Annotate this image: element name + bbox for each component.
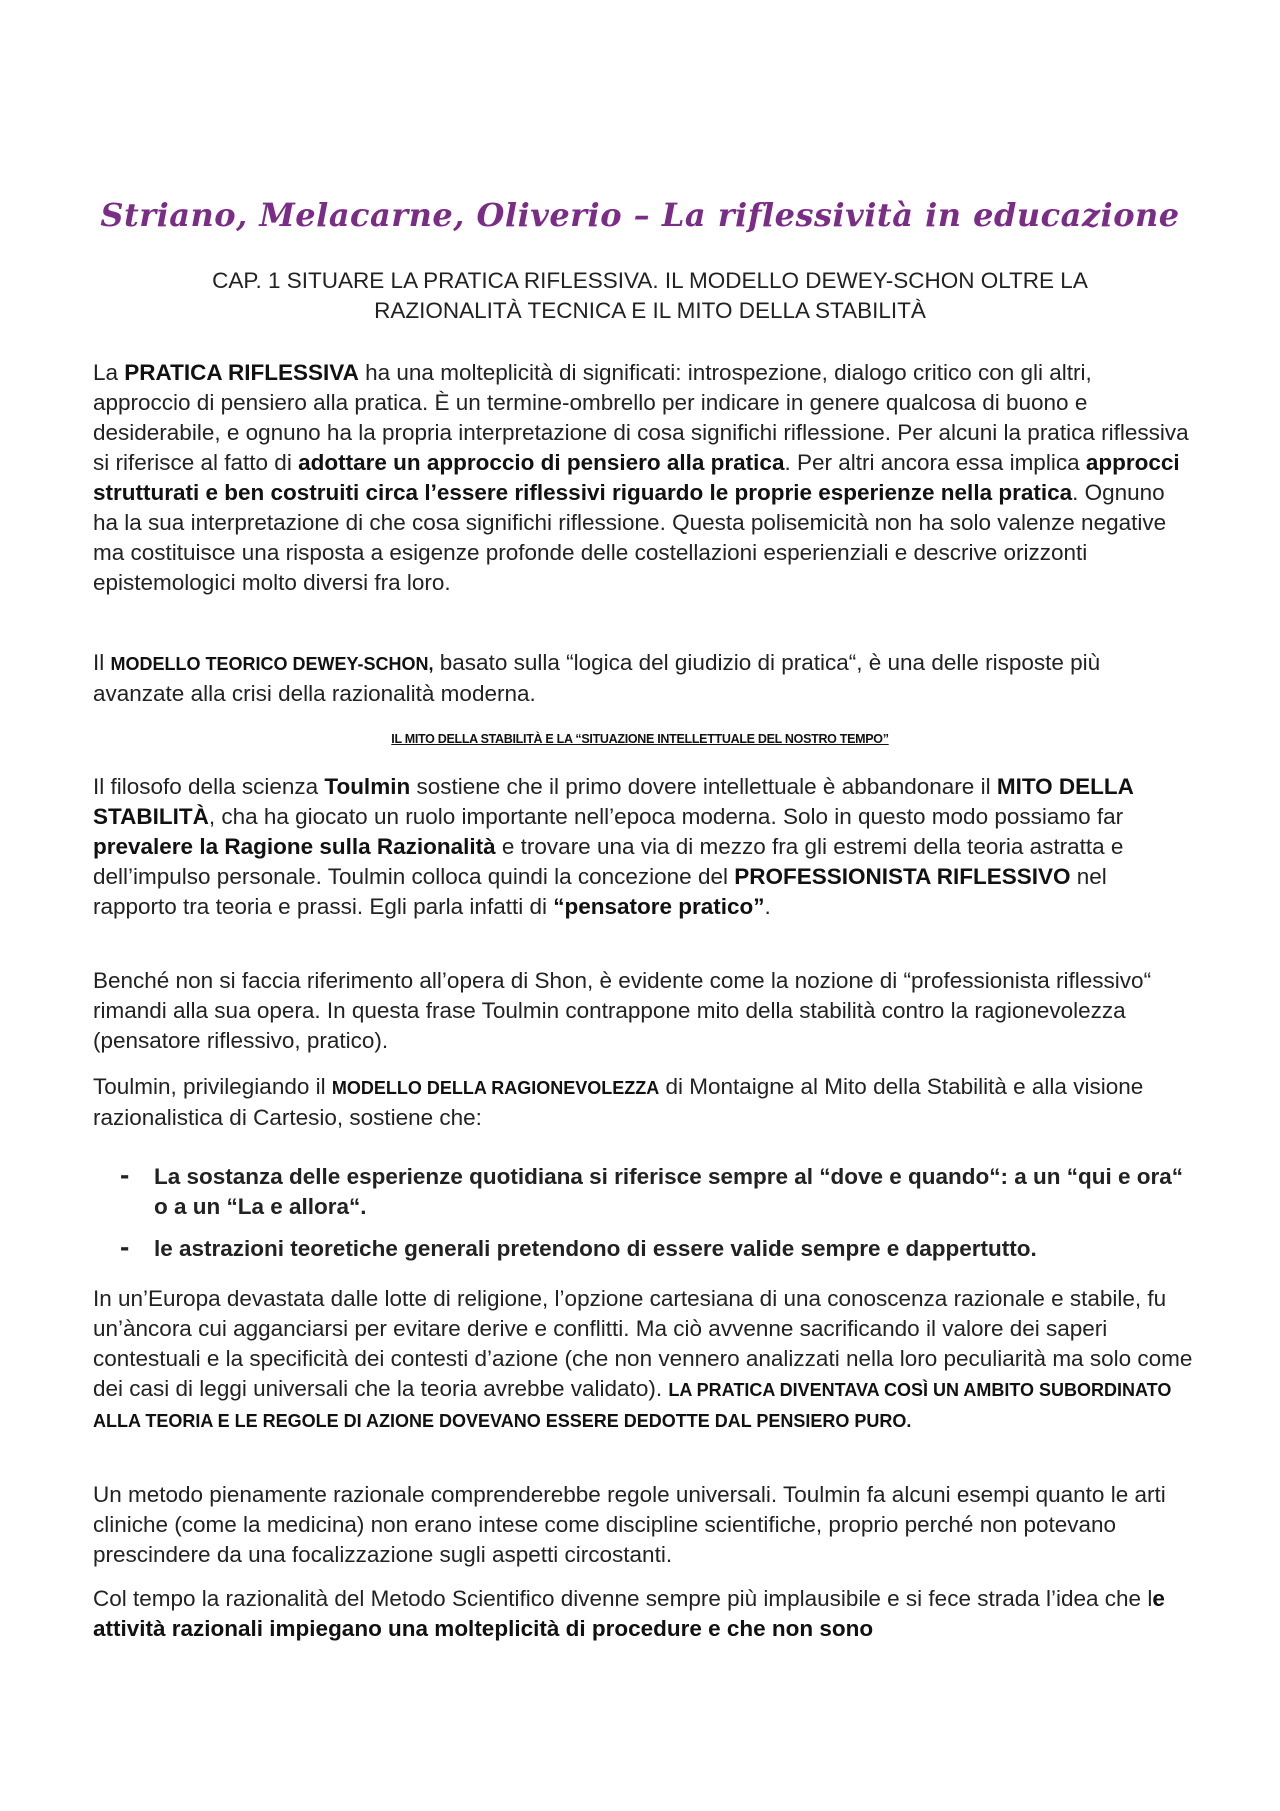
text-span: Il	[93, 650, 111, 675]
text-span: basato sulla “logica del giudizio di pratica“, è una delle risposte più avanzate alla crisi della razionalità moderna.	[93, 650, 1101, 706]
text-span: In un’Europa devastata dalle lotte di religione, l’opzione cartesiana di una conoscenza razionale e stabile, fu un’àncora cui agganciarsi per evitare derive e conflitti. Ma ciò avvenne sacrificando il valore dei saperi contestuali e la specificità dei contesti d’azione (che non vennero analizzati nella loro peculiarità ma solo come dei casi di leggi universali che la teoria avrebbe validato).	[93, 1286, 1193, 1401]
chapter-heading-line2: RAZIONALITÀ TECNICA E IL MITO DELLA STABILITÀ	[374, 298, 926, 323]
bold-term: e attività razionali impiegano una molteplicità di procedure e che non sono	[93, 1586, 1165, 1641]
paragraph-modello-dewey-schon	[93, 648, 1193, 709]
bold-term: PROFESSIONISTA RIFLESSIVO	[734, 864, 1071, 889]
text-span: ha una molteplicità di significati: introspezione, dialogo critico con gli altri, approccio di pensiero alla pratica. È un termine-ombrello per indicare in genere qualcosa di buono e desiderabile, e ognuno ha la propria interpretazione di cosa significhi riflessione. Per alcuni la pratica riflessiva si riferisce al fatto di	[93, 360, 1189, 475]
text-span: La	[93, 360, 125, 385]
text-span: di Montaigne al Mito della Stabilità e alla visione razionalistica di Cartesio, sostiene che:	[93, 1074, 1144, 1130]
list-item-text: La sostanza delle esperienze quotidiana si riferisce sempre al “dove e quando“: a un “qui e ora“ o a un “La e allora“.	[154, 1164, 1184, 1219]
paragraph-metodo-razionale: Un metodo pienamente razionale comprenderebbe regole universali. Toulmin fa alcuni esempi quanto le arti cliniche (come la medicina) non erano intese come discipline scientifiche, proprio perché non potevano prescindere da una focalizzazione sugli aspetti circostanti.	[93, 1482, 1166, 1567]
text-span: . Ognuno ha la sua interpretazione di che cosa significhi riflessione. Questa polisemicità non ha solo valenze negative ma costituisce una risposta a esigenze profonde delle costellazioni esperienziali e descrive orizzonti epistemologici molto diversi fra loro.	[93, 480, 1167, 595]
paragraph-ragionevolezza	[93, 1072, 1193, 1133]
list-item-text: le astrazioni teoretiche generali pretendono di essere valide sempre e dappertutto.	[154, 1236, 1037, 1261]
bold-term: LA PRATICA DIVENTAVA COSÌ UN AMBITO SUBORDINATO ALLA TEORIA E LE REGOLE DI AZIONE DOVEVANO ESSERE DEDOTTE DAL PENSIERO PURO.	[93, 1380, 1172, 1431]
bold-term: adottare un approccio di pensiero alla pratica	[298, 450, 785, 475]
text-span: Il filosofo della scienza	[93, 774, 325, 799]
bold-term: MODELLO TEORICO DEWEY-SCHON,	[110, 654, 434, 674]
paragraph-metodo-scientifico	[93, 1584, 1193, 1644]
paragraph-shon: Benché non si faccia riferimento all’opera di Shon, è evidente come la nozione di “professionista riflessivo“ rimandi alla sua opera. In questa frase Toulmin contrappone mito della stabilità contro la ragionevolezza (pensatore riflessivo, pratico).	[93, 968, 1152, 1053]
text-span: Toulmin, privilegiando il	[93, 1074, 332, 1099]
text-span: .	[764, 894, 771, 919]
document-title: Striano, Melacarne, Oliverio – La riflessività in educazione	[100, 196, 1180, 234]
text-span: Col tempo la razionalità del Metodo Scientifico divenne sempre più implausibile e si fece strada l’idea che l	[93, 1586, 1153, 1611]
bold-term: Toulmin	[324, 774, 411, 799]
bold-term: approcci strutturati e ben costruiti circa l’essere riflessivi riguardo le proprie esperienze nella pratica	[93, 450, 1180, 505]
bold-term: MITO DELLA STABILITÀ	[93, 774, 1134, 829]
bold-term: “pensatore pratico”	[553, 894, 765, 919]
paragraph-europa	[93, 1284, 1193, 1436]
bullet-dash: -	[120, 1159, 130, 1190]
section-subheading: IL MITO DELLA STABILITÀ E LA “SITUAZIONE INTELLETTUALE DEL NOSTRO TEMPO”	[391, 732, 889, 746]
bold-term: PRATICA RIFLESSIVA	[124, 360, 359, 385]
chapter-heading	[120, 266, 1180, 326]
text-span: sostiene che il primo dovere intellettuale è abbandonare il	[410, 774, 997, 799]
chapter-heading-line1: CAP. 1 SITUARE LA PRATICA RIFLESSIVA. IL MODELLO DEWEY-SCHON OLTRE LA	[212, 268, 1088, 293]
bullet-list	[120, 1159, 1190, 1276]
text-span: nel rapporto tra teoria e prassi. Egli parla infatti di	[93, 864, 1107, 919]
bold-term: prevalere la Ragione sulla Razionalità	[93, 834, 496, 859]
bold-term: MODELLO DELLA RAGIONEVOLEZZA	[331, 1078, 660, 1098]
text-span: e trovare una via di mezzo fra gli estremi della teoria astratta e dell’impulso personale. Toulmin colloca quindi la concezione del	[93, 834, 1124, 889]
text-span: . Per altri ancora essa implica	[784, 450, 1086, 475]
bullet-dash: -	[120, 1231, 130, 1262]
text-span: , cha ha giocato un ruolo importante nell’epoca moderna. Solo in questo modo possiamo far	[208, 804, 1124, 829]
list-item	[120, 1159, 1190, 1222]
paragraph-pratica-riflessiva	[93, 358, 1193, 598]
paragraph-toulmin	[93, 772, 1193, 922]
list-item	[120, 1231, 1190, 1264]
